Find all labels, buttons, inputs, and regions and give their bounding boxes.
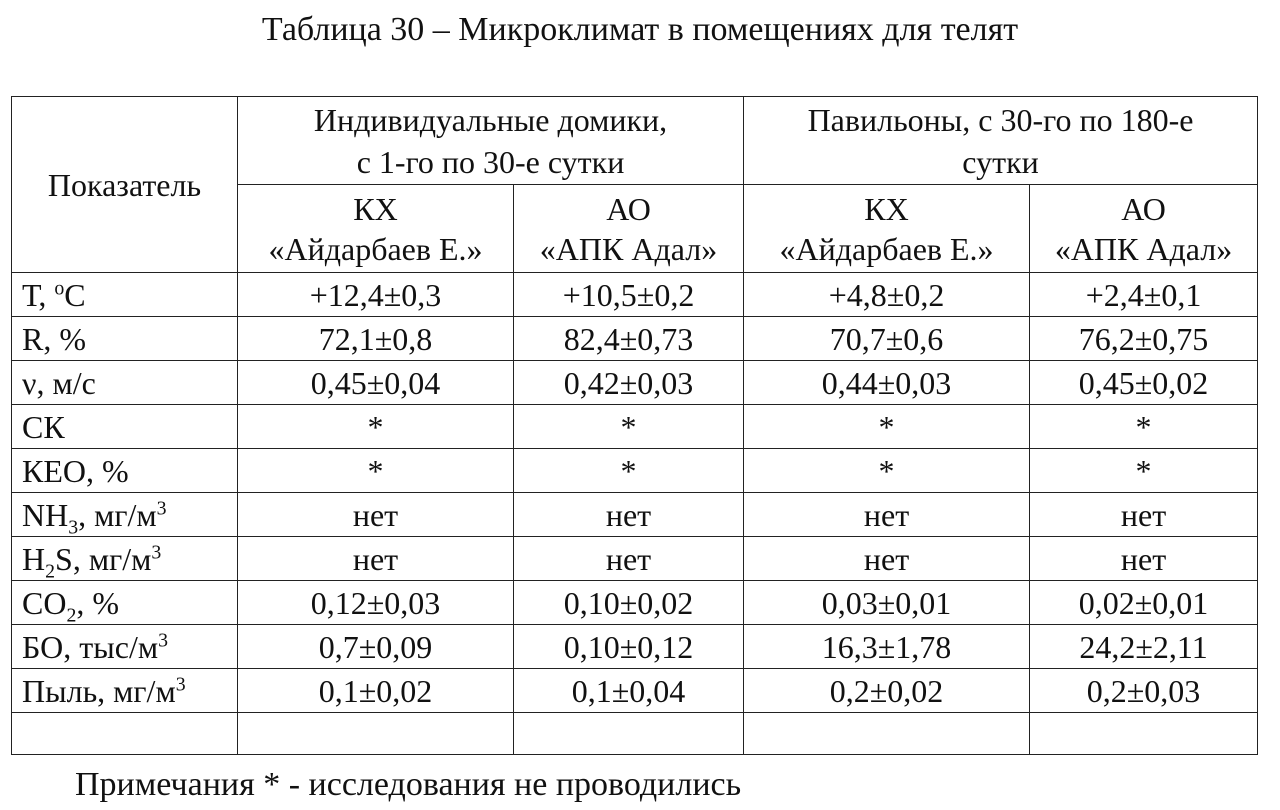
subheader-cell xyxy=(238,185,514,273)
table-cell: * xyxy=(514,449,744,493)
subheader-line1: АО xyxy=(606,190,651,227)
table-cell: 0,2±0,03 xyxy=(1030,669,1258,713)
row-label-text: СО xyxy=(22,584,67,621)
row-label-text: R, % xyxy=(22,320,86,357)
param-header-label: Показатель xyxy=(47,166,202,203)
subheader-line1: КХ xyxy=(353,190,398,227)
table-cell: * xyxy=(744,449,1030,493)
row-label-cell xyxy=(12,669,238,713)
table-note: Примечания * - исследования не проводились xyxy=(75,766,742,803)
subheader-line2: «АПК Адал» xyxy=(1054,230,1233,267)
table-cell: 82,4±0,73 xyxy=(514,317,744,361)
row-label-text: С xyxy=(64,276,86,313)
table-cell-empty xyxy=(744,713,1030,755)
table-cell: 0,12±0,03 xyxy=(238,581,514,625)
microclimate-table xyxy=(11,96,1258,755)
table-cell-empty xyxy=(514,713,744,755)
row-label-text: S, мг/м xyxy=(55,540,152,577)
table-row xyxy=(12,405,1258,449)
table-cell: 0,02±0,01 xyxy=(1030,581,1258,625)
group-header-houses-line1: Индивидуальные домики, xyxy=(313,101,668,138)
row-label-cell xyxy=(12,537,238,581)
table-cell: 24,2±2,11 xyxy=(1030,625,1258,669)
table-cell: +12,4±0,3 xyxy=(238,273,514,317)
table-row xyxy=(12,669,1258,713)
table-row xyxy=(12,493,1258,537)
row-label-cell xyxy=(12,449,238,493)
table-cell: +2,4±0,1 xyxy=(1030,273,1258,317)
row-label-cell xyxy=(12,581,238,625)
table-cell: 76,2±0,75 xyxy=(1030,317,1258,361)
table-cell: нет xyxy=(514,537,744,581)
table-cell: нет xyxy=(744,493,1030,537)
table-row xyxy=(12,625,1258,669)
row-label-cell xyxy=(12,273,238,317)
table-cell: 70,7±0,6 xyxy=(744,317,1030,361)
subheader-line2: «Айдарбаев Е.» xyxy=(268,230,483,267)
table-cell-empty xyxy=(238,713,514,755)
table-cell-empty xyxy=(1030,713,1258,755)
row-label-sub: 2 xyxy=(66,603,77,625)
table-cell: 0,03±0,01 xyxy=(744,581,1030,625)
row-label-text: H xyxy=(22,540,46,577)
param-header-cell xyxy=(12,97,238,273)
subheader-cell xyxy=(514,185,744,273)
table-cell: * xyxy=(1030,449,1258,493)
table-row xyxy=(12,273,1258,317)
subheader-line2: «АПК Адал» xyxy=(539,230,718,267)
table-cell: +10,5±0,2 xyxy=(514,273,744,317)
row-label-cell xyxy=(12,361,238,405)
row-label-text: Т, xyxy=(22,276,55,313)
row-label-sup: 3 xyxy=(151,540,162,563)
table-cell: * xyxy=(238,405,514,449)
table-cell: 0,44±0,03 xyxy=(744,361,1030,405)
table-cell: 0,42±0,03 xyxy=(514,361,744,405)
table-cell: 0,10±0,12 xyxy=(514,625,744,669)
group-header-pavilions-line2: сутки xyxy=(962,143,1039,180)
table-cell: 0,7±0,09 xyxy=(238,625,514,669)
table-cell: 0,2±0,02 xyxy=(744,669,1030,713)
table-cell: нет xyxy=(1030,493,1258,537)
table-row xyxy=(12,317,1258,361)
table-cell: * xyxy=(514,405,744,449)
table-cell: 0,10±0,02 xyxy=(514,581,744,625)
table-cell: нет xyxy=(744,537,1030,581)
table-row xyxy=(12,449,1258,493)
table-header-row-groups xyxy=(12,97,1258,185)
table-cell: нет xyxy=(514,493,744,537)
subheader-line2: «Айдарбаев Е.» xyxy=(779,230,994,267)
row-label-sup: 3 xyxy=(156,496,167,519)
table-cell: 0,1±0,04 xyxy=(514,669,744,713)
table-row xyxy=(12,581,1258,625)
row-label-sub: 2 xyxy=(45,559,56,581)
row-label-sup: 3 xyxy=(175,672,186,695)
row-label-text: , мг/м xyxy=(78,496,157,533)
group-header-houses-line2: с 1-го по 30-е сутки xyxy=(356,143,625,180)
row-label-cell xyxy=(12,405,238,449)
subheader-cell xyxy=(744,185,1030,273)
table-title: Таблица 30 – Микроклимат в помещениях для телят xyxy=(261,11,1019,48)
table-row-empty xyxy=(12,713,1258,755)
subheader-line1: АО xyxy=(1121,190,1166,227)
row-label-sub: 3 xyxy=(68,515,79,537)
row-label-text: NH xyxy=(22,496,69,533)
table-cell: 0,1±0,02 xyxy=(238,669,514,713)
row-label-cell xyxy=(12,625,238,669)
row-label-cell xyxy=(12,493,238,537)
group-header-pavilions-line1: Павильоны, с 30-го по 180-е xyxy=(807,101,1194,138)
row-label-text: , % xyxy=(76,584,120,621)
table-cell: нет xyxy=(238,493,514,537)
table-cell: нет xyxy=(1030,537,1258,581)
group-header-pavilions xyxy=(744,97,1258,185)
row-label-sup: о xyxy=(54,276,65,299)
row-label-sup: 3 xyxy=(158,628,169,651)
table-cell: 0,45±0,02 xyxy=(1030,361,1258,405)
row-label-text: КЕО, % xyxy=(22,452,129,489)
subheader-cell xyxy=(1030,185,1258,273)
row-label-text: БО, тыс/м xyxy=(22,628,159,665)
row-label-text: Пыль, мг/м xyxy=(22,672,176,709)
table-cell: 0,45±0,04 xyxy=(238,361,514,405)
table-cell: нет xyxy=(238,537,514,581)
table-cell: 72,1±0,8 xyxy=(238,317,514,361)
group-header-houses xyxy=(238,97,744,185)
table-cell: * xyxy=(744,405,1030,449)
table-cell: * xyxy=(238,449,514,493)
subheader-line1: КХ xyxy=(864,190,909,227)
table-cell-empty xyxy=(12,713,238,755)
row-label-cell xyxy=(12,317,238,361)
row-label-text: ν, м/с xyxy=(22,364,96,401)
row-label-text: СК xyxy=(22,408,65,445)
table-cell: 16,3±1,78 xyxy=(744,625,1030,669)
table-cell: +4,8±0,2 xyxy=(744,273,1030,317)
table-row xyxy=(12,361,1258,405)
table-cell: * xyxy=(1030,405,1258,449)
table-row xyxy=(12,537,1258,581)
